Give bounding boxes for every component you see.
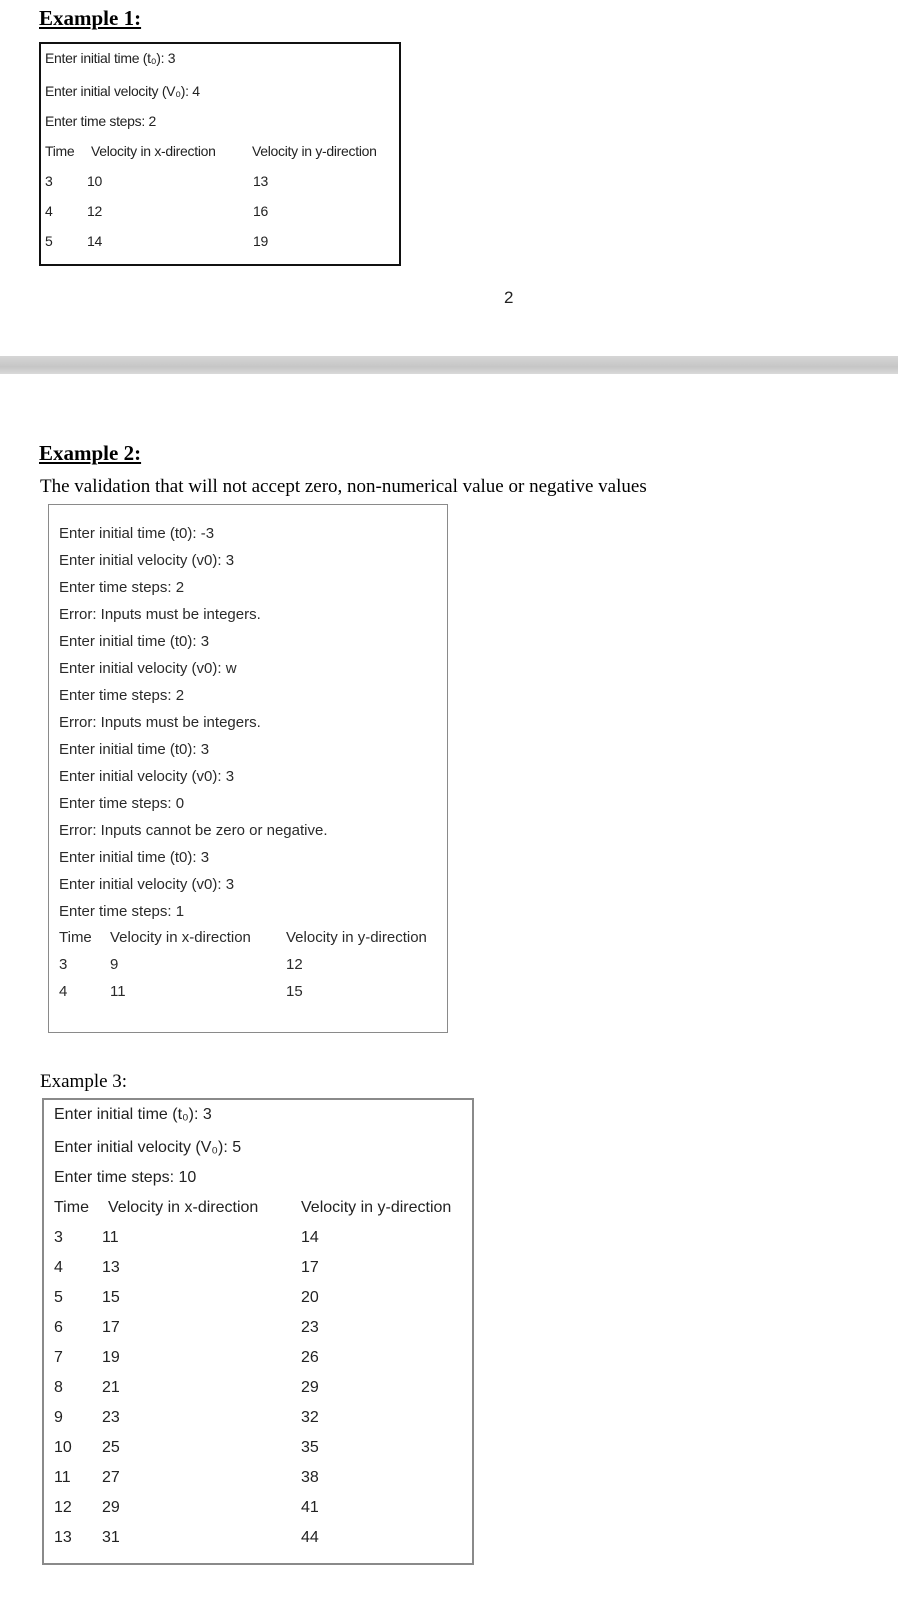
cell-velocity-x: 14 <box>87 233 102 249</box>
console-line: Enter initial time (t0): 3 <box>59 849 210 866</box>
error-message: Error: Inputs must be integers. <box>59 714 261 731</box>
example-3-prompt-initial-time: Enter initial time (t₀): 3 <box>54 1106 212 1123</box>
cell-time: 12 <box>54 1499 72 1516</box>
console-line: Enter initial velocity (v0): 3 <box>59 768 235 785</box>
cell-velocity-y: 44 <box>301 1529 319 1546</box>
cell-velocity-x: 11 <box>110 983 126 1000</box>
cell-velocity-x: 23 <box>102 1409 120 1426</box>
header-velocity-y: Velocity in y-direction <box>252 143 377 159</box>
cell-time: 4 <box>54 1259 63 1276</box>
cell-velocity-x: 29 <box>102 1499 120 1516</box>
cell-velocity-x: 9 <box>110 956 119 973</box>
cell-time: 6 <box>54 1319 63 1336</box>
cell-time: 8 <box>54 1379 63 1396</box>
cell-velocity-y: 23 <box>301 1319 319 1336</box>
header-velocity-y: Velocity in y-direction <box>286 929 427 946</box>
header-velocity-x: Velocity in x-direction <box>91 143 216 159</box>
cell-time: 13 <box>54 1529 72 1546</box>
console-line: Enter initial velocity (v0): 3 <box>59 552 235 569</box>
cell-velocity-x: 25 <box>102 1439 120 1456</box>
page-separator <box>0 356 898 374</box>
example-3-prompt-time-steps: Enter time steps: 10 <box>54 1169 197 1186</box>
header-time: Time <box>45 143 75 159</box>
cell-velocity-y: 38 <box>301 1469 319 1486</box>
cell-velocity-y: 41 <box>301 1499 319 1516</box>
console-line: Enter time steps: 0 <box>59 795 185 812</box>
cell-velocity-y: 26 <box>301 1349 319 1366</box>
cell-time: 5 <box>54 1289 63 1306</box>
cell-velocity-x: 10 <box>87 173 102 189</box>
header-time: Time <box>59 929 92 946</box>
cell-velocity-x: 17 <box>102 1319 120 1336</box>
cell-time: 3 <box>45 173 53 189</box>
error-message: Error: Inputs cannot be zero or negative. <box>59 822 328 839</box>
example-1-prompt-initial-time: Enter initial time (t₀): 3 <box>45 50 176 66</box>
console-line: Enter initial velocity (v0): w <box>59 660 237 677</box>
cell-velocity-y: 13 <box>253 173 268 189</box>
example-3-console-output <box>42 1098 474 1565</box>
example-2-console-output <box>48 504 448 1033</box>
example-2-description: The validation that will not accept zero, non-numerical value or negative values <box>40 476 647 497</box>
cell-velocity-y: 19 <box>253 233 268 249</box>
header-velocity-x: Velocity in x-direction <box>108 1199 259 1216</box>
cell-velocity-x: 21 <box>102 1379 120 1396</box>
cell-velocity-y: 29 <box>301 1379 319 1396</box>
cell-velocity-x: 12 <box>87 203 102 219</box>
cell-velocity-y: 15 <box>286 983 303 1000</box>
console-line: Enter time steps: 2 <box>59 579 185 596</box>
cell-time: 4 <box>59 983 68 1000</box>
console-line: Enter time steps: 2 <box>59 687 185 704</box>
cell-velocity-x: 31 <box>102 1529 120 1546</box>
cell-time: 3 <box>54 1229 63 1246</box>
cell-time: 5 <box>45 233 53 249</box>
cell-velocity-y: 12 <box>286 956 303 973</box>
cell-time: 7 <box>54 1349 63 1366</box>
cell-velocity-x: 27 <box>102 1469 120 1486</box>
cell-velocity-x: 19 <box>102 1349 120 1366</box>
example-1-heading: Example 1: <box>39 6 142 30</box>
example-1-console-output <box>39 42 401 266</box>
console-line: Enter initial time (t0): -3 <box>59 525 215 542</box>
console-line: Enter initial time (t0): 3 <box>59 633 210 650</box>
example-1-prompt-initial-velocity: Enter initial velocity (V₀): 4 <box>45 83 200 99</box>
cell-velocity-y: 32 <box>301 1409 319 1426</box>
header-velocity-y: Velocity in y-direction <box>301 1199 452 1216</box>
cell-time: 9 <box>54 1409 63 1426</box>
header-time: Time <box>54 1199 89 1216</box>
header-velocity-x: Velocity in x-direction <box>110 929 251 946</box>
cell-velocity-y: 35 <box>301 1439 319 1456</box>
example-1-prompt-time-steps: Enter time steps: 2 <box>45 113 157 129</box>
cell-velocity-x: 13 <box>102 1259 120 1276</box>
page-number: 2 <box>504 288 514 307</box>
example-2-heading: Example 2: <box>39 441 142 465</box>
cell-velocity-x: 15 <box>102 1289 120 1306</box>
cell-time: 10 <box>54 1439 72 1456</box>
error-message: Error: Inputs must be integers. <box>59 606 261 623</box>
console-line: Enter time steps: 1 <box>59 903 185 920</box>
example-3-prompt-initial-velocity: Enter initial velocity (V₀): 5 <box>54 1139 242 1156</box>
cell-velocity-y: 17 <box>301 1259 319 1276</box>
cell-velocity-y: 16 <box>253 203 268 219</box>
example-3-heading: Example 3: <box>40 1071 128 1092</box>
cell-time: 4 <box>45 203 53 219</box>
cell-time: 3 <box>59 956 68 973</box>
console-line: Enter initial time (t0): 3 <box>59 741 210 758</box>
cell-velocity-x: 11 <box>102 1229 119 1246</box>
cell-velocity-y: 20 <box>301 1289 319 1306</box>
console-line: Enter initial velocity (v0): 3 <box>59 876 235 893</box>
cell-velocity-y: 14 <box>301 1229 319 1246</box>
cell-time: 11 <box>54 1469 71 1486</box>
